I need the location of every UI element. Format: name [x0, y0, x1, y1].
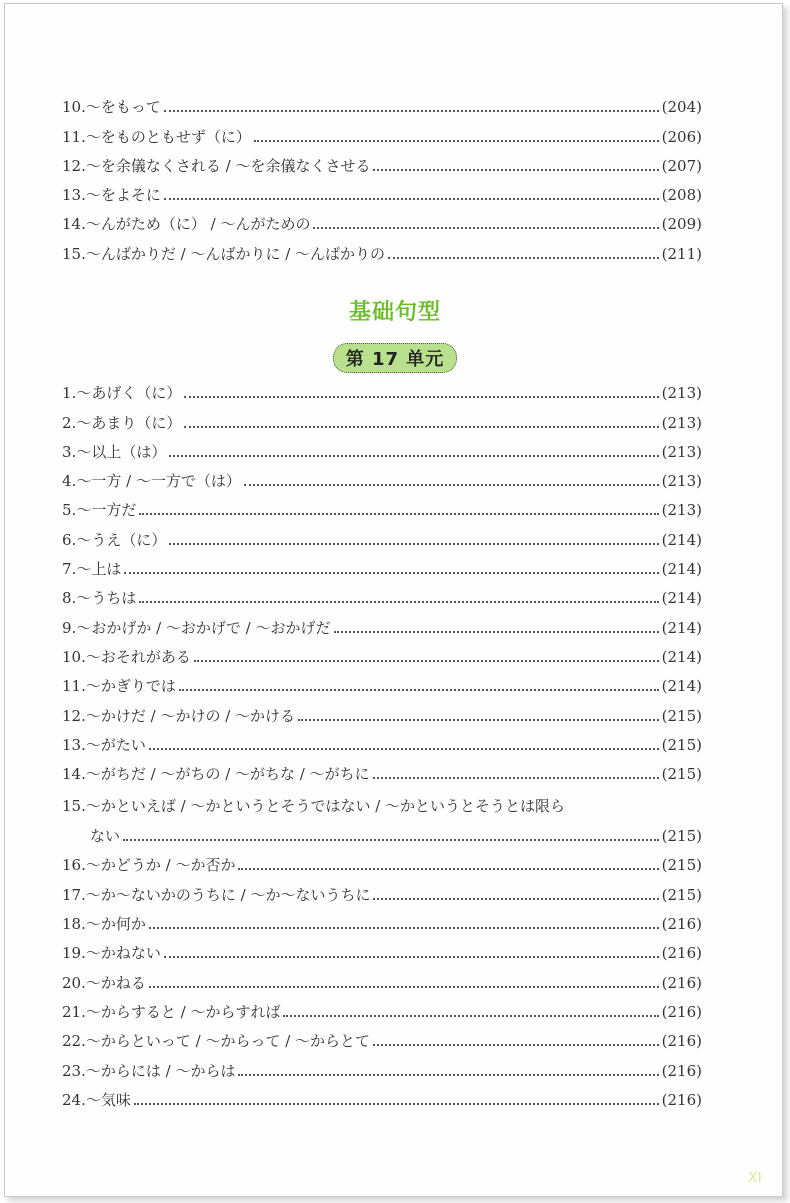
dot-leader: [134, 1103, 659, 1105]
entry-text: ～か何か: [85, 915, 146, 934]
entry-number: 7.: [62, 560, 77, 579]
page-number: XI: [748, 1170, 762, 1186]
entry-page: (209): [661, 215, 702, 234]
entry-text: ～かねる: [85, 973, 146, 992]
dot-leader: [244, 484, 659, 486]
toc-entry: [62, 783, 702, 845]
toc-entry: [62, 402, 702, 431]
entry-text: ～うえ（に）: [76, 530, 167, 549]
entry-page: (215): [661, 735, 702, 754]
entry-number: 2.: [62, 413, 77, 432]
entry-text: ～かといえば / ～かというとそうではない / ～かというとそうとは限ら: [85, 797, 566, 816]
entry-page: (215): [661, 856, 702, 875]
toc-entry: [62, 461, 702, 490]
toc-entry: [62, 175, 702, 204]
section-title: 基础句型: [348, 300, 441, 325]
toc-unit-list: [62, 373, 702, 1109]
entry-number: 12.: [62, 156, 86, 175]
entry-number: 20.: [62, 973, 86, 992]
entry-text: ～おかげか / ～おかげで / ～おかげだ: [76, 618, 331, 637]
dot-leader: [124, 572, 658, 574]
entry-number: 4.: [62, 472, 77, 491]
toc-entry: [62, 874, 702, 903]
entry-page: (216): [661, 973, 702, 992]
entry-page: (214): [661, 530, 702, 549]
entry-text: ～をもって: [85, 98, 161, 117]
dot-leader: [139, 601, 658, 603]
toc-entry: [62, 637, 702, 666]
entry-number: 3.: [62, 442, 77, 461]
dot-leader: [169, 543, 658, 545]
dot-leader: [179, 689, 659, 691]
entry-line-2: [62, 815, 702, 845]
toc-entry: [62, 1021, 702, 1050]
toc-entry: [62, 146, 702, 175]
dot-leader: [334, 631, 659, 633]
entry-page: (216): [661, 1061, 702, 1080]
toc-entry: [62, 549, 702, 578]
entry-text: ～からすると / ～からすれば: [85, 1002, 281, 1021]
toc-entry: [62, 519, 702, 548]
toc-entry: [62, 754, 702, 783]
entry-text: ～かどうか / ～か否か: [85, 856, 236, 875]
entry-number: 10.: [62, 98, 86, 117]
entry-page: (213): [661, 413, 702, 432]
entry-page: (216): [661, 944, 702, 963]
toc-entry: [62, 578, 702, 607]
entry-number: 15.: [62, 797, 86, 816]
entry-number: 23.: [62, 1061, 86, 1080]
dot-leader: [373, 898, 658, 900]
toc-entry: [62, 1080, 702, 1109]
toc-entry: [62, 490, 702, 519]
entry-text: ～かけだ / ～かけの / ～かける: [85, 706, 296, 725]
dot-leader: [149, 748, 659, 750]
entry-text-continued: ない: [90, 827, 121, 846]
entry-number: 11.: [62, 677, 86, 696]
entry-page: (207): [661, 156, 702, 175]
entry-number: 8.: [62, 589, 77, 608]
entry-text: ～を余儀なくされる / ～を余儀なくさせる: [85, 156, 371, 175]
entry-text: ～かねない: [85, 944, 161, 963]
entry-text: ～上は: [76, 560, 122, 579]
entry-text: ～をよそに: [85, 186, 161, 205]
entry-number: 12.: [62, 706, 86, 725]
toc-entry: [62, 233, 702, 262]
dot-leader: [164, 110, 659, 112]
entry-page: (213): [661, 384, 702, 403]
entry-number: 24.: [62, 1090, 86, 1109]
entry-page: (216): [661, 1002, 702, 1021]
entry-text: ～をものともせず（に）: [85, 127, 251, 146]
dot-leader: [373, 1044, 659, 1046]
entry-page: (206): [661, 127, 702, 146]
entry-page: (215): [661, 885, 702, 904]
toc-entry: [62, 432, 702, 461]
dot-leader: [184, 396, 658, 398]
dot-leader: [373, 169, 658, 171]
entry-page: (204): [661, 98, 702, 117]
entry-page: (214): [661, 589, 702, 608]
entry-page: (214): [661, 560, 702, 579]
entry-number: 9.: [62, 618, 77, 637]
toc-entry: [62, 116, 702, 145]
dot-leader: [164, 956, 659, 958]
dot-leader: [283, 1015, 658, 1017]
toc-entry: [62, 1050, 702, 1079]
unit-badge: 第 17 单元: [333, 343, 457, 373]
toc-top-list: [62, 87, 702, 263]
entry-line-1: [62, 791, 702, 815]
entry-page: (214): [661, 618, 702, 637]
toc-entry: [62, 962, 702, 991]
toc-entry: [62, 607, 702, 636]
entry-text: ～おそれがある: [85, 647, 191, 666]
entry-page: (208): [661, 186, 702, 205]
entry-page: (215): [661, 706, 702, 725]
dot-leader: [373, 777, 659, 779]
entry-text: ～あげく（に）: [76, 384, 182, 403]
dot-leader: [169, 455, 658, 457]
dot-leader: [254, 140, 659, 142]
entry-text: ～からといって / ～からって / ～からとて: [85, 1032, 371, 1051]
toc-entry: [62, 933, 702, 962]
toc-entry: [62, 725, 702, 754]
entry-page: (214): [661, 647, 702, 666]
entry-number: 22.: [62, 1032, 86, 1051]
entry-number: 16.: [62, 856, 86, 875]
entry-number: 13.: [62, 186, 86, 205]
toc-entry: [62, 373, 702, 402]
toc-entry: [62, 695, 702, 724]
entry-text: ～か～ないかのうちに / ～か～ないうちに: [85, 885, 371, 904]
entry-page: (216): [661, 1032, 702, 1051]
entry-page: (213): [661, 442, 702, 461]
dot-leader: [149, 986, 659, 988]
entry-number: 5.: [62, 501, 77, 520]
entry-text: ～かぎりでは: [85, 677, 176, 696]
dot-leader: [149, 927, 659, 929]
entry-text: ～んばかりだ / ～んばかりに / ～んばかりの: [85, 244, 386, 263]
dot-leader: [238, 1074, 658, 1076]
entry-page: (216): [661, 915, 702, 934]
entry-number: 14.: [62, 215, 86, 234]
toc-entry: [62, 992, 702, 1021]
dot-leader: [123, 839, 659, 841]
dot-leader: [313, 227, 658, 229]
toc-entry: [62, 666, 702, 695]
entry-page: (211): [661, 244, 702, 263]
entry-number: 1.: [62, 384, 77, 403]
entry-number: 14.: [62, 765, 86, 784]
entry-text: ～んがため（に） / ～んがための: [85, 215, 311, 234]
dot-leader: [194, 660, 659, 662]
toc-entry: [62, 845, 702, 874]
entry-text: ～うちは: [76, 589, 137, 608]
entry-number: 6.: [62, 530, 77, 549]
entry-text: ～以上（は）: [76, 442, 167, 461]
dot-leader: [164, 198, 659, 200]
dot-leader: [184, 426, 658, 428]
dot-leader: [388, 257, 659, 259]
entry-text: ～がちだ / ～がちの / ～がちな / ～がちに: [85, 765, 370, 784]
entry-text: ～一方 / ～一方で（は）: [76, 472, 241, 491]
toc-entry: [62, 204, 702, 233]
entry-page: (215): [661, 827, 702, 846]
entry-text: ～あまり（に）: [76, 413, 182, 432]
entry-text: ～がたい: [85, 735, 146, 754]
dot-leader: [298, 719, 659, 721]
entry-text: ～からには / ～からは: [85, 1061, 236, 1080]
entry-page: (213): [661, 472, 702, 491]
entry-text: ～一方だ: [76, 501, 137, 520]
entry-page: (213): [661, 501, 702, 520]
entry-number: 10.: [62, 647, 86, 666]
entry-number: 15.: [62, 244, 86, 263]
entry-page: (216): [661, 1090, 702, 1109]
entry-number: 11.: [62, 127, 86, 146]
dot-leader: [238, 868, 658, 870]
entry-number: 19.: [62, 944, 86, 963]
entry-text: ～気味: [85, 1090, 131, 1109]
toc-entry: [62, 904, 702, 933]
entry-page: (214): [661, 677, 702, 696]
entry-page: (215): [661, 765, 702, 784]
entry-number: 21.: [62, 1002, 86, 1021]
entry-number: 17.: [62, 885, 86, 904]
toc-entry: [62, 87, 702, 116]
entry-number: 18.: [62, 915, 86, 934]
entry-number: 13.: [62, 735, 86, 754]
dot-leader: [139, 513, 658, 515]
